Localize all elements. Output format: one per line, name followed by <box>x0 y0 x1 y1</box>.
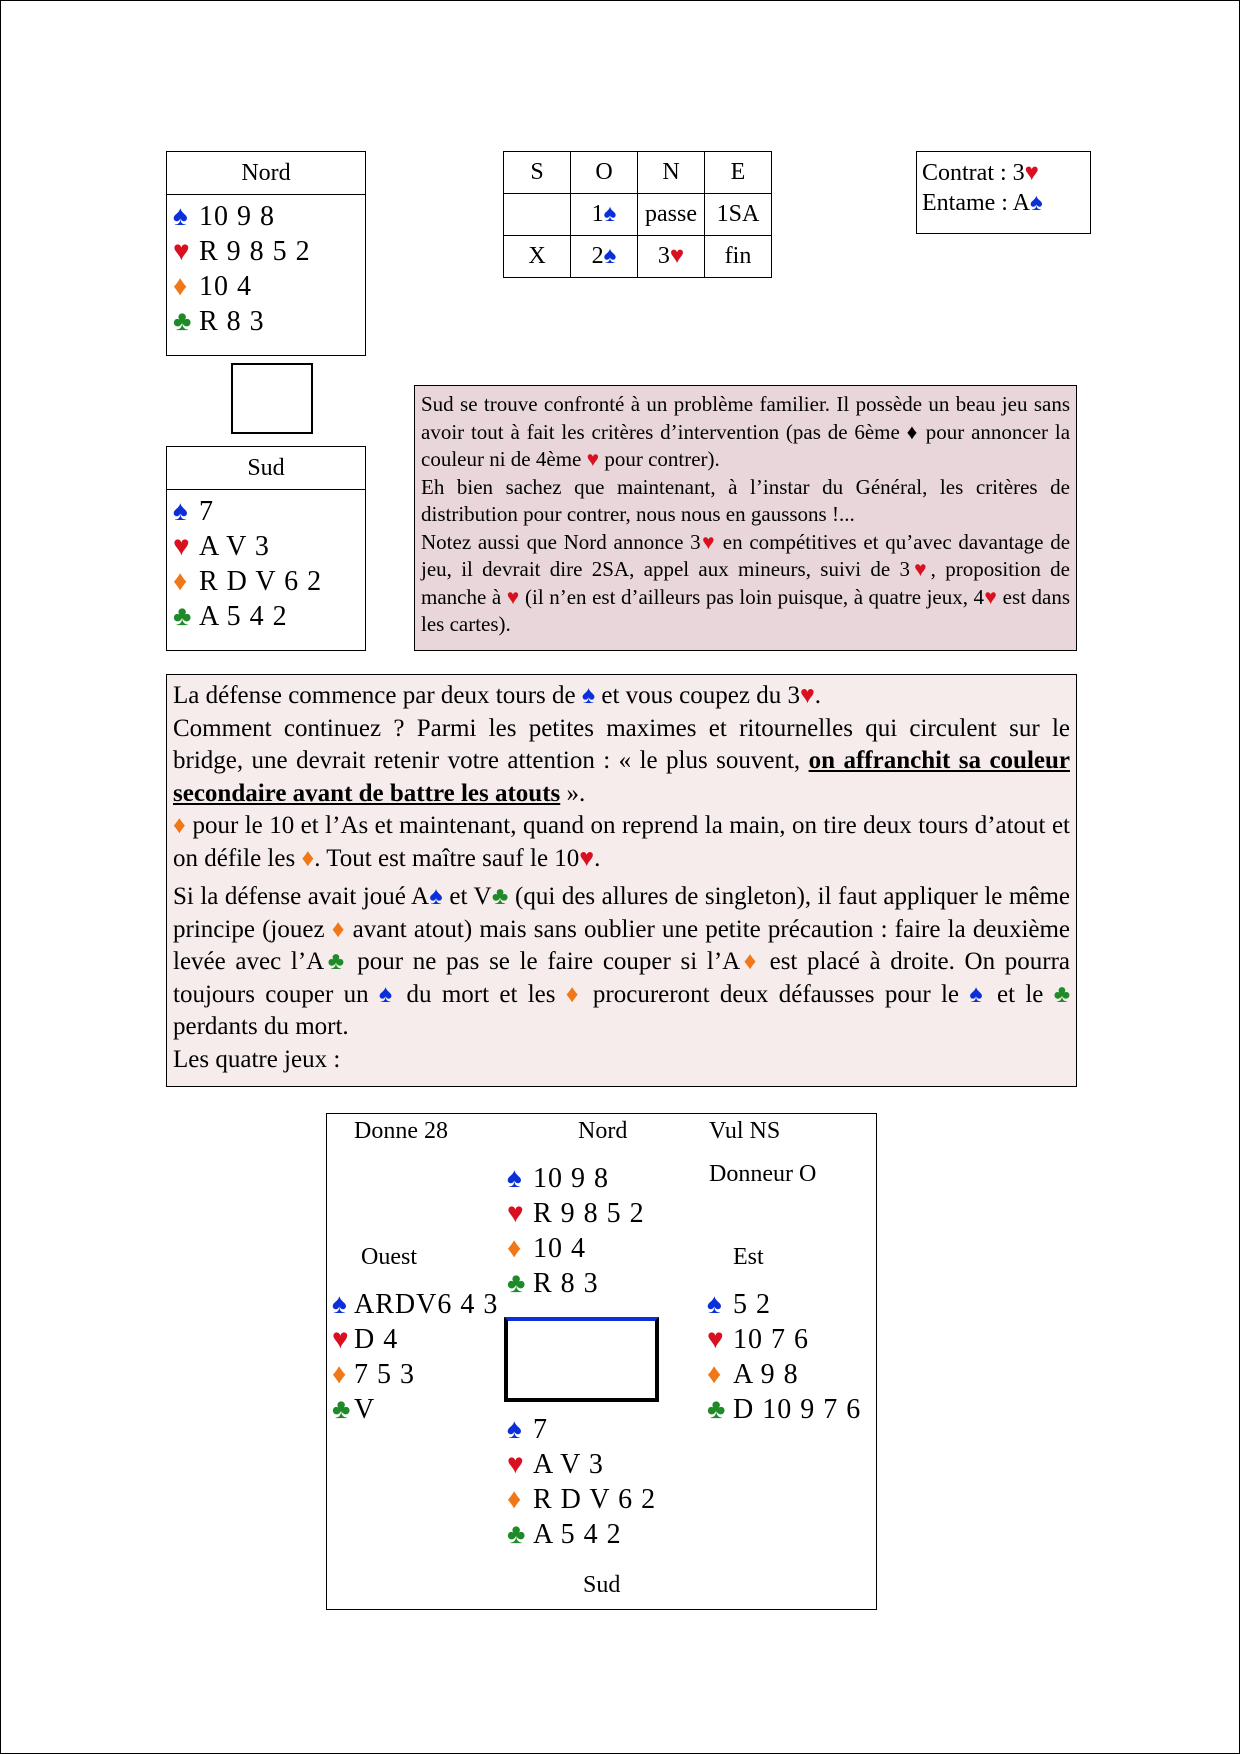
maxim-text: on affranchit sa couleur secondaire avant de battre les atouts <box>173 747 1070 807</box>
south-diamonds: ♦ R D V 6 2 <box>173 566 323 597</box>
heart-icon: ♥ <box>669 243 685 269</box>
diamond-icon: ♦ <box>173 271 189 302</box>
spade-icon: ♠ <box>378 980 397 1008</box>
spade-icon: ♠ <box>429 883 443 910</box>
bidding-row <box>504 236 772 278</box>
south-clubs: ♣ A 5 4 2 <box>173 601 288 632</box>
bid-cell: X <box>504 236 571 278</box>
spade-icon: ♠ <box>173 496 189 527</box>
diamond-icon: ♦ <box>565 980 583 1008</box>
table-rectangle <box>504 1317 659 1402</box>
south-title: Sud <box>167 447 365 490</box>
south-hand-box <box>166 446 366 651</box>
heart-icon: ♥ <box>332 1324 350 1355</box>
deal-south-hand: ♠ 7 ♥ A V 3 ♦ R D V 6 2 ♣ A 5 4 2 <box>507 1414 657 1550</box>
diamond-icon: ♦ <box>507 1233 523 1264</box>
vulnerability: Vul NS <box>709 1118 781 1144</box>
analysis-paragraph: ♦ pour le 10 et l’As et maintenant, quand on reprend la main, on tire deux tours d’atout et on défile les ♦. Tout est maître sauf le 10♥. <box>173 812 1071 872</box>
analysis-paragraph: Comment continuez ? Parmi les petites maximes et ritournelles qui circulent sur le bridge, une devrait retenir votre attention : « le plus souvent, on affranchit sa couleur secondaire avant de battre les atouts ». <box>173 714 1070 807</box>
spade-icon: ♠ <box>603 201 617 227</box>
bid-cell: passe <box>638 194 705 236</box>
club-icon: ♣ <box>707 1394 727 1425</box>
heart-icon: ♥ <box>799 682 815 709</box>
north-clubs: ♣ R 8 3 <box>173 306 265 337</box>
heart-icon: ♥ <box>707 1324 725 1355</box>
bid-cell <box>504 194 571 236</box>
bid-cell: 1SA <box>705 194 772 236</box>
club-icon: ♣ <box>324 948 348 975</box>
lead-line: Entame : A♠ <box>922 190 1043 216</box>
club-icon: ♣ <box>491 883 509 910</box>
heart-icon: ♥ <box>507 1198 525 1229</box>
heart-icon: ♥ <box>984 584 998 609</box>
bid-cell: 2♠ <box>571 236 638 278</box>
deal-south-label: Sud <box>583 1572 621 1598</box>
bid-cell: 1♠ <box>571 194 638 236</box>
club-icon: ♣ <box>173 306 193 337</box>
diamond-icon: ♦ <box>507 1484 523 1515</box>
heart-icon: ♥ <box>173 236 191 267</box>
spade-icon: ♠ <box>507 1163 523 1194</box>
spade-icon: ♠ <box>1029 190 1043 216</box>
north-hearts: ♥ R 9 8 5 2 <box>173 236 311 267</box>
table-square <box>231 363 313 434</box>
spade-icon: ♠ <box>707 1289 723 1320</box>
club-icon: ♣ <box>332 1394 352 1425</box>
south-hearts: ♥ A V 3 <box>173 531 270 562</box>
analysis-paragraph: Si la défense avait joué A♠ et V♣ (qui des allures de singleton), il faut appliquer le même principe (jouez ♦ avant atout) mais sans oublier une petite précaution : faire la deuxième levée avec l’A♣ pour ne pas se le faire couper si l’A♦ est placé à droite. On pourra toujours couper un ♠ du mort et les ♦ procureront deux défausses pour le ♠ et le ♣ perdants du mort. <box>173 883 1071 1040</box>
contract-box <box>916 151 1091 234</box>
heart-icon: ♥ <box>700 529 717 554</box>
bidding-header-o: O <box>571 152 638 194</box>
comment-paragraph: Notez aussi que Nord annonce 3♥ en compétitives et qu’avec davantage de jeu, il devrait dire 2SA, appel aux mineurs, suivi de 3♥, proposition de manche à ♥ (il n’en est d’ailleurs pas loin puisque, à quatre jeux, 4♥ est dans les cartes). <box>421 529 1071 636</box>
analysis-box <box>166 674 1077 1087</box>
bid-cell: fin <box>705 236 772 278</box>
club-icon: ♣ <box>507 1519 527 1550</box>
comment-box <box>414 385 1077 651</box>
bidding-header-s: S <box>504 152 571 194</box>
diamond-icon: ♦ <box>301 844 315 872</box>
heart-icon: ♥ <box>507 1449 525 1480</box>
north-diamonds: ♦ 10 4 <box>173 271 252 302</box>
deal-west-hand: ♠ ARDV6 4 3 ♥ D 4 ♦ 7 5 3 ♣V <box>332 1289 499 1425</box>
bidding-header-e: E <box>705 152 772 194</box>
deal-north-hand: ♠ 10 9 8 ♥ R 9 8 5 2 ♦ 10 4 ♣ R 8 3 <box>507 1163 645 1299</box>
spade-icon: ♠ <box>603 243 617 269</box>
diamond-icon: ♦ <box>740 948 760 975</box>
deal-east-label: Est <box>733 1244 764 1270</box>
club-icon: ♣ <box>1053 980 1071 1008</box>
deal-east-hand: ♠ 5 2 ♥ 10 7 6 ♦ A 9 8 ♣ D 10 9 7 6 <box>707 1289 862 1425</box>
bidding-row <box>504 194 772 236</box>
heart-icon: ♥ <box>1024 160 1039 186</box>
heart-icon: ♥ <box>579 844 595 872</box>
diamond-icon: ♦ <box>331 915 346 943</box>
diamond-icon: ♦ <box>173 566 189 597</box>
south-spades: ♠ 7 <box>173 496 214 527</box>
spade-icon: ♠ <box>173 201 189 232</box>
bid-cell: 3♥ <box>638 236 705 278</box>
north-spades: ♠ 10 9 8 <box>173 201 275 232</box>
heart-icon: ♥ <box>173 531 191 562</box>
deal-west-label: Ouest <box>361 1244 417 1270</box>
diamond-icon: ♦ <box>906 419 919 444</box>
bidding-header-row <box>504 152 772 194</box>
spade-icon: ♠ <box>507 1414 523 1445</box>
bidding-header-n: N <box>638 152 705 194</box>
spade-icon: ♠ <box>581 682 596 709</box>
analysis-paragraph: La défense commence par deux tours de ♠ et vous coupez du 3♥. <box>173 682 822 709</box>
heart-icon: ♥ <box>586 447 600 471</box>
bidding-table <box>503 151 772 278</box>
diamond-icon: ♦ <box>173 812 186 839</box>
heart-icon: ♥ <box>506 584 520 609</box>
diamond-icon: ♦ <box>332 1359 348 1390</box>
spade-icon: ♠ <box>969 980 987 1008</box>
heart-icon: ♥ <box>910 557 931 581</box>
north-title: Nord <box>167 152 365 195</box>
dealer: Donneur O <box>709 1161 817 1187</box>
contract-line: Contrat : 3♥ <box>922 160 1039 186</box>
comment-paragraph: Sud se trouve confronté à un problème familier. Il possède un beau jeu sans avoir tout à fait les critères d’intervention (pas de 6ème ♦ pour annoncer la couleur ni de 4ème ♥ pour contrer). <box>421 392 1071 471</box>
club-icon: ♣ <box>507 1268 527 1299</box>
spade-icon: ♠ <box>332 1289 348 1320</box>
comment-paragraph: Eh bien sachez que maintenant, à l’instar du Général, les critères de distribution pour contrer, nous nous en gaussons !... <box>421 474 1070 526</box>
deal-north-label: Nord <box>578 1118 628 1144</box>
board-number: Donne 28 <box>354 1118 448 1144</box>
north-hand-box <box>166 151 366 356</box>
diamond-icon: ♦ <box>707 1359 723 1390</box>
club-icon: ♣ <box>173 601 193 632</box>
analysis-paragraph: Les quatre jeux : <box>173 1045 341 1073</box>
